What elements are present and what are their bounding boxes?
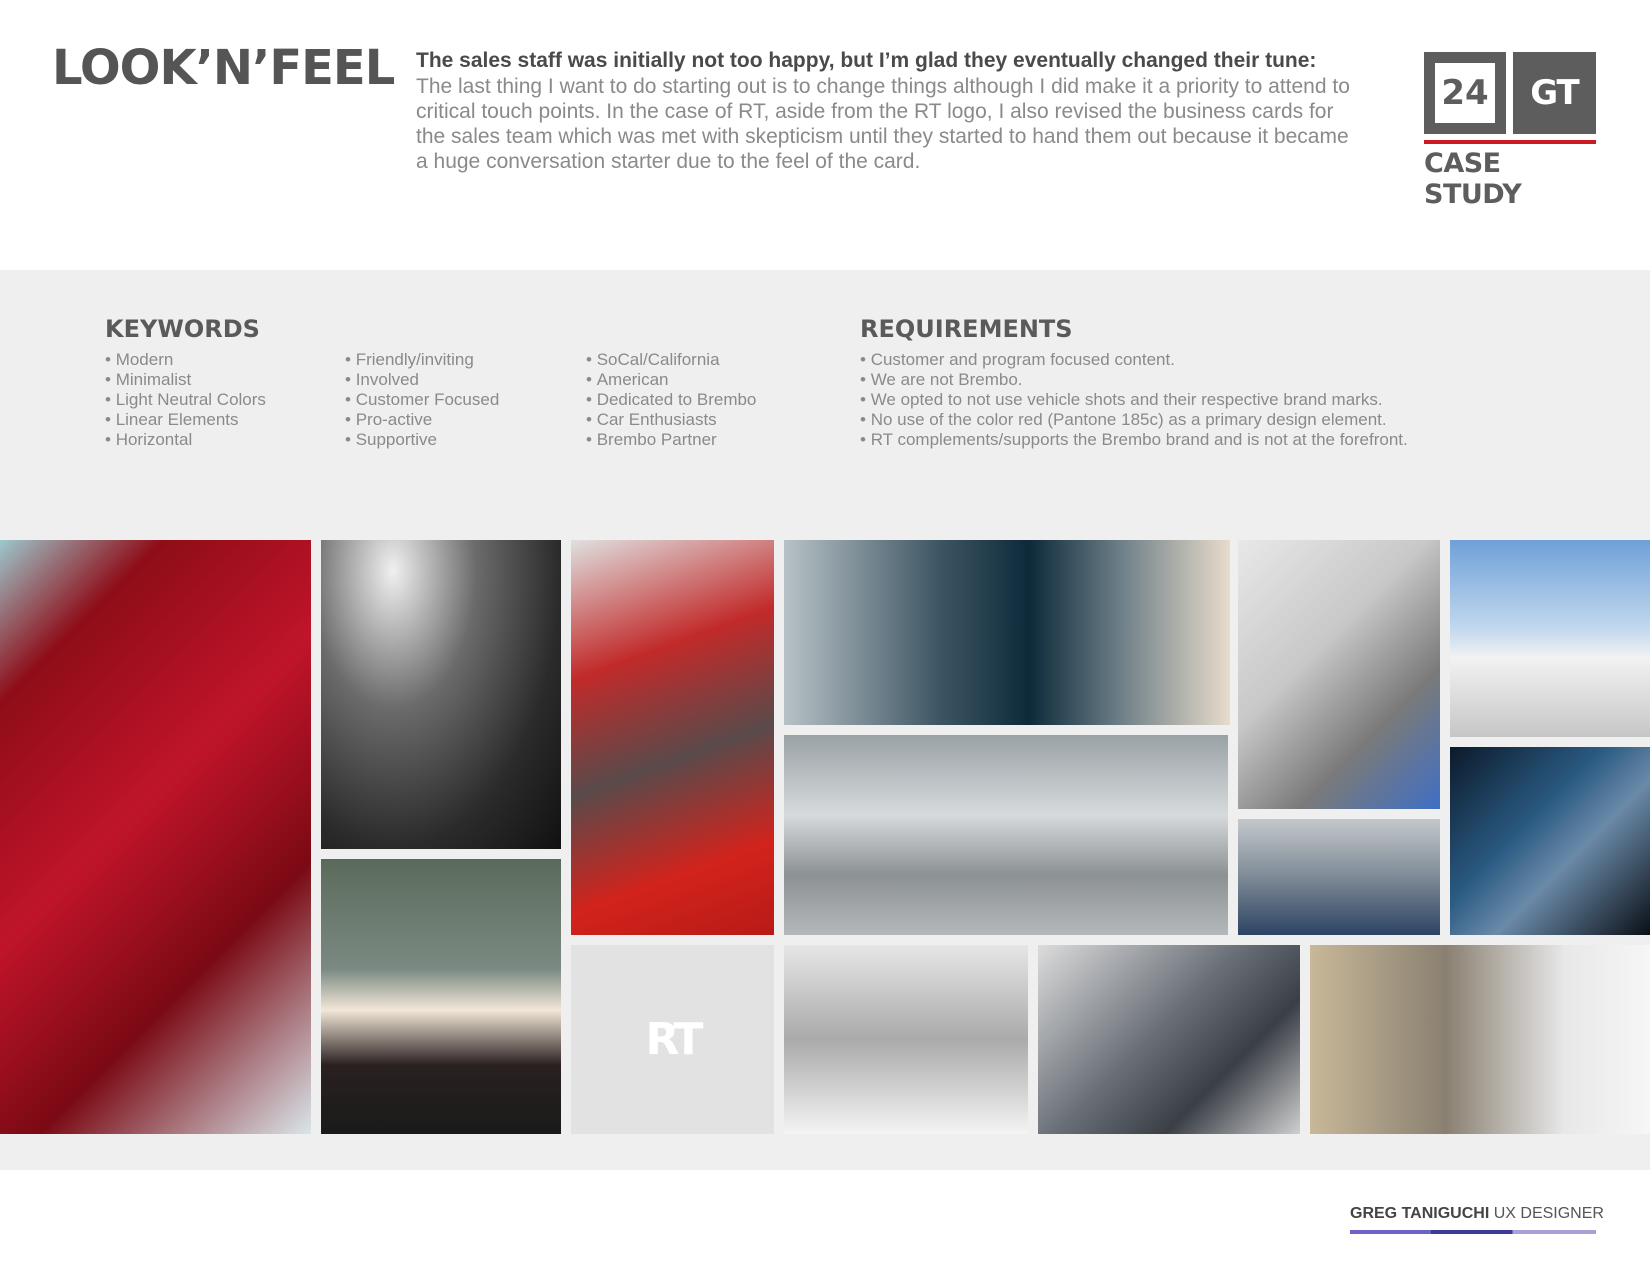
rt-logo-mark: RT xyxy=(645,1014,700,1065)
logo-red-rule xyxy=(1424,140,1596,144)
auditorium-photo xyxy=(321,859,561,1134)
white-office-ceiling-photo xyxy=(1238,819,1440,935)
footer-credit xyxy=(1350,1205,1604,1223)
rt-logo-tile xyxy=(571,945,774,1134)
requirement-item: • We are not Brembo. xyxy=(860,370,1408,390)
keyword-item: • Customer Focused xyxy=(345,390,499,410)
showroom-race-cars-photo xyxy=(784,735,1228,935)
logo-label: CASE STUDY xyxy=(1424,148,1522,210)
footer-name: GREG TANIGUCHI xyxy=(1350,1205,1490,1222)
requirement-item: • We opted to not use vehicle shots and their respective brand marks. xyxy=(860,390,1408,410)
keyword-item: • Minimalist xyxy=(105,370,266,390)
keyword-item: • Supportive xyxy=(345,430,499,450)
page-title: LOOK’N’FEEL xyxy=(52,40,395,96)
logo-number: 24 xyxy=(1435,63,1495,123)
requirements-heading: REQUIREMENTS xyxy=(860,315,1073,343)
keyword-item: • Brembo Partner xyxy=(586,430,756,450)
keyword-item: • Involved xyxy=(345,370,499,390)
keyword-item: • Dedicated to Brembo xyxy=(586,390,756,410)
keyword-item: • American xyxy=(586,370,756,390)
footer-color-rule xyxy=(1350,1230,1596,1234)
building-exterior-photo xyxy=(1450,540,1650,737)
intro-lead: The sales staff was initially not too happy, but I’m glad they eventually changed their tune: xyxy=(416,49,1317,72)
red-reception-desk-photo xyxy=(571,540,774,935)
intro-paragraph xyxy=(416,48,1366,174)
requirement-item: • RT complements/supports the Brembo brand and is not at the forefront. xyxy=(860,430,1408,450)
keyword-item: • Pro-active xyxy=(345,410,499,430)
requirement-item: • Customer and program focused content. xyxy=(860,350,1408,370)
keywords-col-1 xyxy=(105,350,266,450)
requirements-list xyxy=(860,350,1408,450)
logo-gt-mark: GT xyxy=(1513,52,1596,134)
keyword-item: • Car Enthusiasts xyxy=(586,410,756,430)
brembo-lobby-photo xyxy=(1310,945,1650,1134)
keyword-item: • Friendly/inviting xyxy=(345,350,499,370)
keyword-item: • Light Neutral Colors xyxy=(105,390,266,410)
keywords-heading: KEYWORDS xyxy=(105,315,260,343)
keywords-col-3 xyxy=(586,350,756,450)
white-building-corner-photo xyxy=(1238,540,1440,809)
white-lab-photo xyxy=(784,945,1028,1134)
case-study-logo xyxy=(1424,52,1596,210)
touchscreen-display-photo xyxy=(1450,747,1650,935)
futuristic-control-room-photo xyxy=(784,540,1230,725)
keyword-item: • Horizontal xyxy=(105,430,266,450)
keyword-item: • Linear Elements xyxy=(105,410,266,430)
requirement-item: • No use of the color red (Pantone 185c) as a primary design element. xyxy=(860,410,1408,430)
interior-ring-ceiling-photo xyxy=(321,540,561,849)
office-workstation-photo xyxy=(1038,945,1300,1134)
footer-role: UX DESIGNER xyxy=(1493,1205,1604,1222)
keywords-col-2 xyxy=(345,350,499,450)
intro-body: The last thing I want to do starting out is to change things although I did make it a priority to attend to critical touch points. In the case of RT, aside from the RT logo, I also revised the business cards for the sales team which was met with skepticism until they started to hand them out because it became a huge conversation starter due to the feel of the card. xyxy=(416,75,1350,173)
logo-number-box xyxy=(1424,52,1506,134)
keyword-item: • Modern xyxy=(105,350,266,370)
keyword-item: • SoCal/California xyxy=(586,350,756,370)
brake-caliper-wall-photo xyxy=(0,540,311,1134)
